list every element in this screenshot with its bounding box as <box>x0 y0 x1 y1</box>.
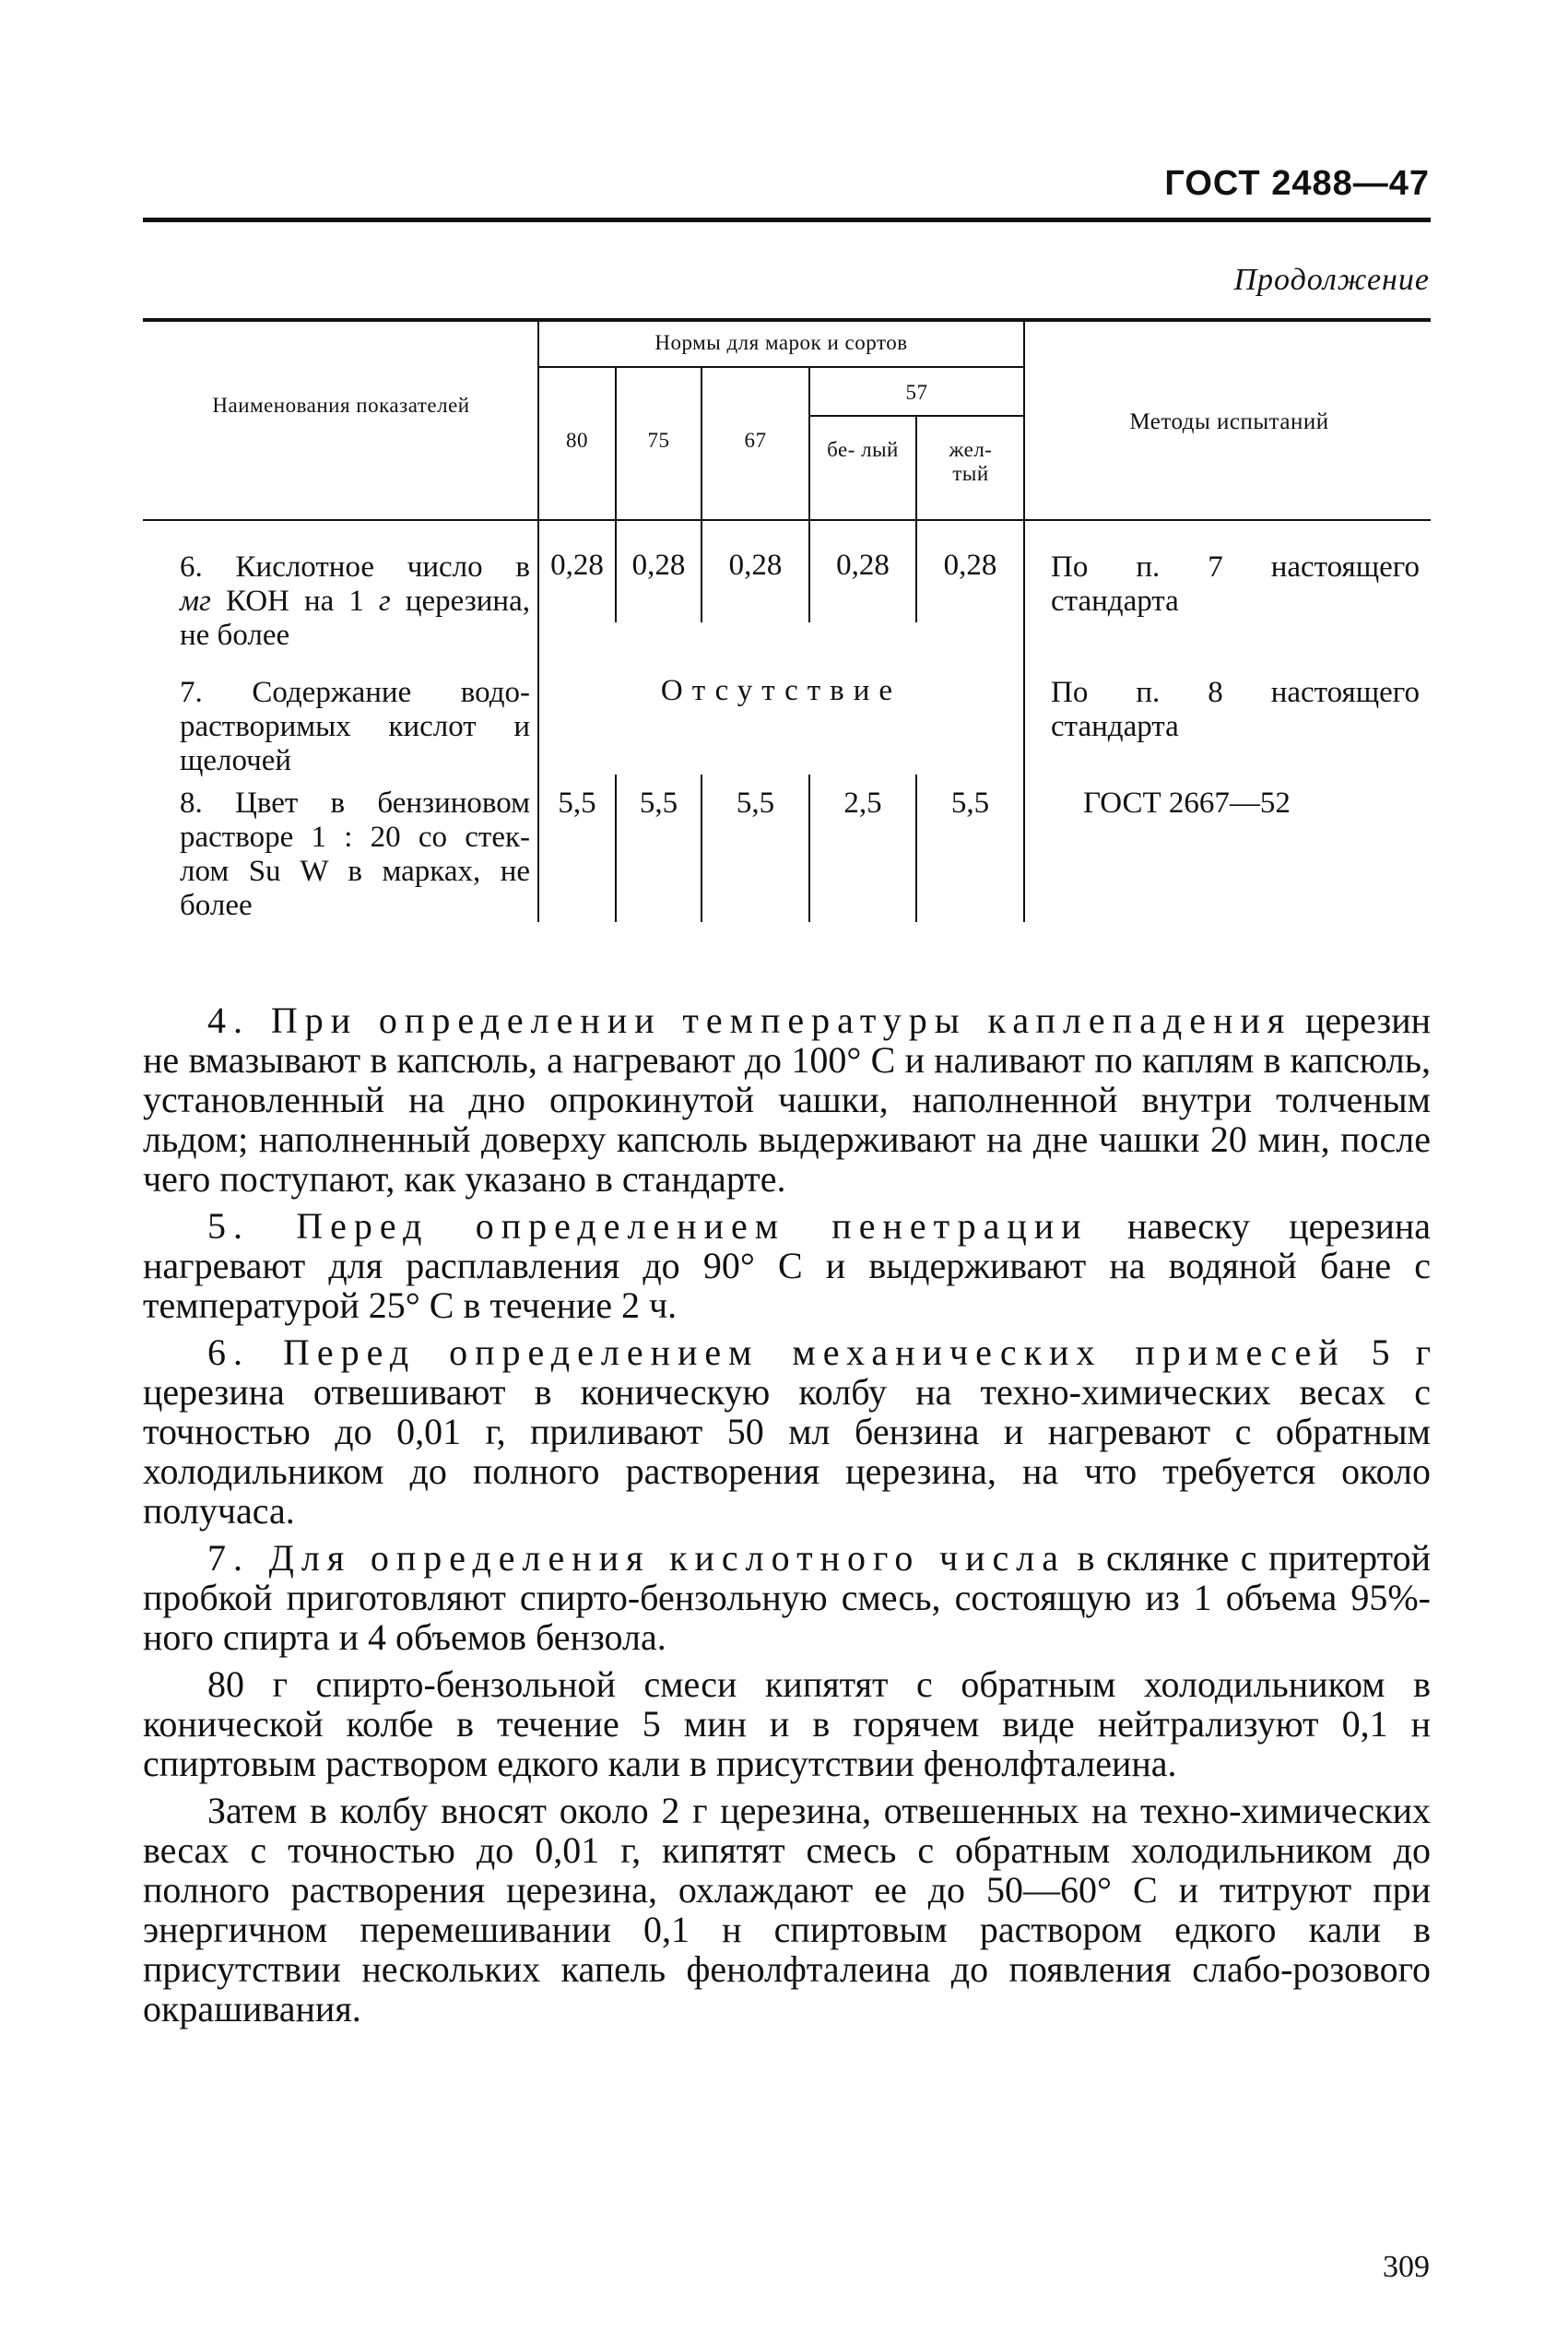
paragraph-9: Затем в колбу вносят около 2 г церезина, отвешенных на техно-химических весах с точностью до 0,01 г, кипятят смесь с обратным холодильником до полного растворения церезина, охлаждают ее до 50—60° С и титруют при энергичном перемешивании 0,1 н спиртовым раствором едкого кали в присутствии нескольких капель фенолфталеина до появления слабо-розового окрашивания. <box>143 1790 1431 2029</box>
value-67: 0,28 <box>728 549 783 582</box>
paragraph-7: 7. Для определения кислотного числа в склянке с притертой пробкой приготовляют спирто-бензольную смесь, состоящую из 1 объема 95%-ного спирта и 4 объемов бензола. <box>143 1537 1432 1658</box>
value-57-yellow: 5,5 <box>950 787 990 820</box>
value-57-white: 0,28 <box>836 549 890 582</box>
value-57-white: 2,5 <box>843 787 882 820</box>
row-name-water-soluble-acids: 7. Содержание водо- растворимых кислот и щелочей <box>180 676 530 777</box>
col-header-norms: Нормы для марок и сортов <box>654 331 908 354</box>
page-number: 309 <box>1383 2250 1430 2284</box>
col-divider <box>1023 322 1025 519</box>
paragraph-6: 6. Перед определением механических примесей 5 г церезина отвешивают в коническую колбу на техно-химических весах с точностью до 0,01 г, приливают 50 мл бензина и нагревают с обратным холодильником до полного растворения церезина, на что требуется около получаса. <box>143 1331 1431 1532</box>
specs-table <box>143 318 1431 922</box>
table-top-rule <box>143 318 1431 322</box>
row-method: По п. 7 настоящего стандарта <box>1051 550 1420 618</box>
value-67: 5,5 <box>736 787 775 820</box>
col-header-grade-57-white: бе- лый <box>827 438 899 461</box>
value-80: 5,5 <box>558 787 596 820</box>
header-rule <box>143 218 1431 222</box>
col-header-grade-57: 57 <box>905 381 928 404</box>
row-method: По п. 8 настоящего стандарта <box>1051 676 1420 743</box>
col-header-grade-75: 75 <box>647 429 670 452</box>
value-57-yellow: 0,28 <box>943 549 997 582</box>
row-method: ГОСТ 2667—52 <box>1083 787 1291 820</box>
continuation-label: Продолжение <box>1233 263 1430 297</box>
value-75: 0,28 <box>631 549 686 582</box>
document-code: ГОСТ 2488—47 <box>1164 164 1430 203</box>
value-80: 0,28 <box>550 549 604 582</box>
col-header-grade-67: 67 <box>744 429 767 452</box>
paragraph-4: 4. При определении температуры каплепадения церезин не вмазывают в капсюль, а нагревают до 100° С и наливают по каплям в капсюль, установленный на дно опрокинутой чашки, наполненной внутри толченым льдом; наполненный доверху капсюль выдерживают на дне чашки 20 мин, после чего поступают, как указано в стандарте. <box>143 1000 1432 1200</box>
col-divider <box>915 417 917 519</box>
paragraph-5: 5. Перед определением пенетрации навеску церезина нагревают для расплавления до 90° С и выдерживают на водяной бане с температурой 25° С в течение 2 ч. <box>143 1205 1432 1326</box>
col-divider <box>1023 521 1025 922</box>
header-bottom-rule <box>143 519 1431 521</box>
col-header-grade-57-yellow: жел- тый <box>949 438 993 485</box>
body-text <box>143 1000 1431 2036</box>
col-header-name: Наименования показателей <box>212 394 470 417</box>
row-name-color: 8. Цвет в бензиновом растворе 1 : 20 со стек- лом Su W в марках, не более <box>180 787 530 922</box>
paragraph-8: 80 г спирто-бензольной смеси кипятят с обратным холодильником в конической колбе в течение 5 мин и в горячем виде нейтрализуют 0,1 н спиртовым раствором едкого кали в присутствии фенолфталеина. <box>143 1663 1431 1784</box>
norms-header-rule <box>539 366 1023 368</box>
row-name-acid-number: 6. Кислотное число в мг КОН на 1 г церезина, не более <box>180 550 530 652</box>
col-header-grade-80: 80 <box>566 429 588 452</box>
value-75: 5,5 <box>639 787 678 820</box>
merged-value-absent: Отсутствие <box>660 674 902 707</box>
col-header-methods: Методы испытаний <box>1129 409 1329 434</box>
